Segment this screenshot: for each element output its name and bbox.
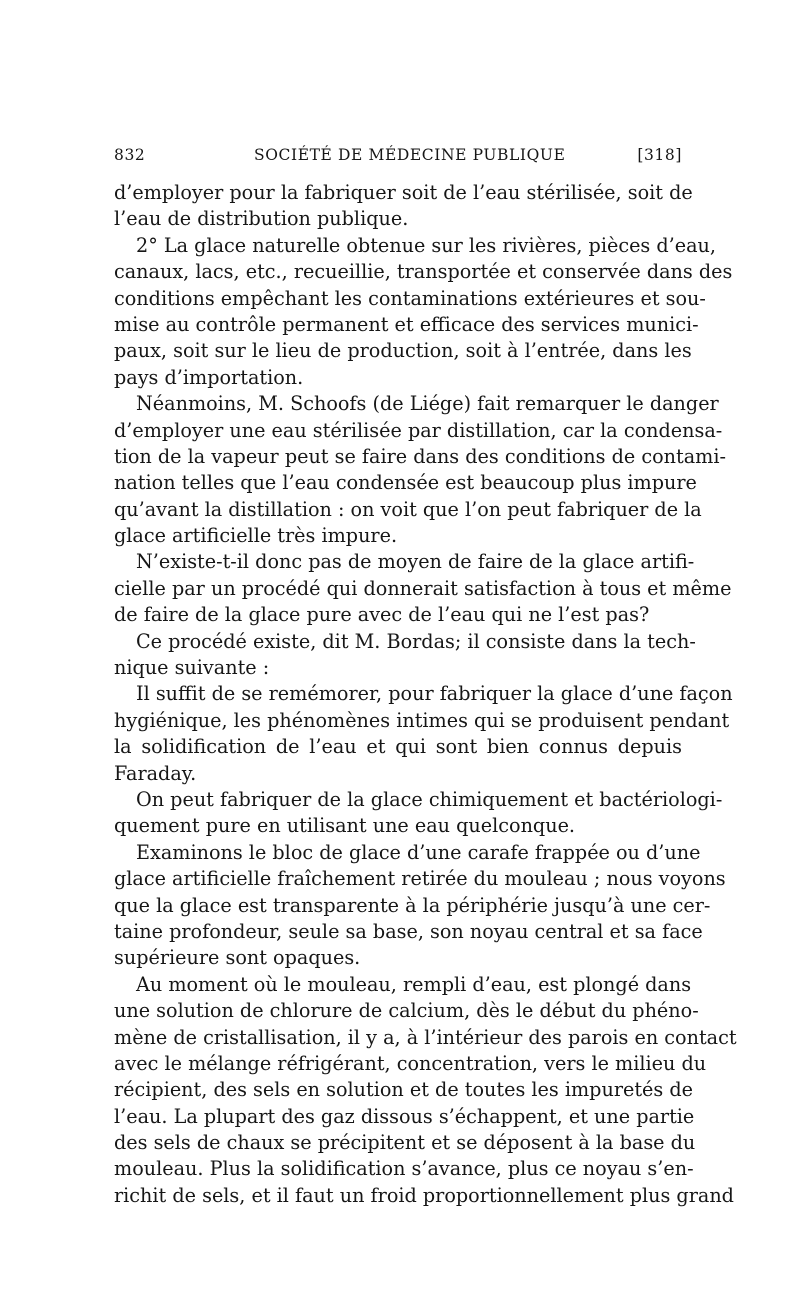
text-line: mise au contrôle permanent et efficace des services munici- — [114, 312, 699, 336]
text-line: Examinons le bloc de glace d’une carafe frappée ou d’une — [136, 840, 701, 864]
text-line: l’eau. La plupart des gaz dissous s’échappent, et une partie — [114, 1104, 695, 1128]
text-line: glace artificielle fraîchement retirée du mouleau ; nous voyons — [114, 867, 726, 891]
text-line: glace artificielle très impure. — [114, 524, 398, 548]
text-line: paux, soit sur le lieu de production, soit à l’entrée, dans les — [114, 339, 692, 363]
text-line: N’existe-t-il donc pas de moyen de faire de la glace artifi- — [136, 550, 695, 574]
text-line: Au moment où le mouleau, rempli d’eau, est plongé dans — [136, 972, 692, 996]
text-line: que la glace est transparente à la périphérie jusqu’à une cer- — [114, 893, 711, 917]
text-line: récipient, des sels en solution et de toutes les impuretés de — [114, 1078, 693, 1102]
text-line: nique suivante : — [114, 656, 270, 680]
text-line: avec le mélange réfrigérant, concentration, vers le milieu du — [114, 1051, 707, 1075]
text-line: qu’avant la distillation : on voit que l’on peut fabriquer de la — [114, 497, 702, 521]
text-line: hygiénique, les phénomènes intimes qui se produisent pendant — [114, 708, 730, 732]
text-line: conditions empêchant les contaminations extérieures et sou- — [114, 286, 706, 310]
text-line: Il suffit de se remémorer, pour fabriquer la glace d’une façon — [136, 682, 733, 706]
text-line: 2° La glace naturelle obtenue sur les rivières, pièces d’eau, — [136, 233, 717, 257]
running-header — [114, 146, 682, 170]
text-line: l’eau de distribution publique. — [114, 207, 409, 231]
text-line: Faraday. — [114, 761, 197, 785]
text-line: des sels de chaux se précipitent et se déposent à la base du — [114, 1131, 696, 1155]
text-line: pays d’importation. — [114, 365, 304, 389]
text-line: Ce procédé existe, dit M. Bordas; il consiste dans la tech- — [136, 629, 696, 653]
text-line: On peut fabriquer de la glace chimiquement et bactériologi- — [136, 787, 723, 811]
text-line: canaux, lacs, etc., recueillie, transportée et conservée dans des — [114, 260, 733, 284]
text-line: une solution de chlorure de calcium, dès le début du phéno- — [114, 999, 699, 1023]
text-line: quement pure en utilisant une eau quelconque. — [114, 814, 576, 838]
text-line: la solidification de l’eau et qui sont bien connus depuis — [114, 735, 682, 759]
body-text — [114, 180, 737, 1209]
text-line: cielle par un procédé qui donnerait satisfaction à tous et même — [114, 576, 732, 600]
text-line: mène de cristallisation, il y a, à l’intérieur des parois en contact — [114, 1025, 737, 1049]
text-line: richit de sels, et il faut un froid proportionnellement plus grand — [114, 1183, 734, 1207]
text-line: tion de la vapeur peut se faire dans des conditions de contami- — [114, 444, 726, 468]
section-reference: [318] — [637, 146, 682, 164]
text-line: mouleau. Plus la solidification s’avance, plus ce noyau s’en- — [114, 1157, 694, 1181]
text-line: de faire de la glace pure avec de l’eau qui ne l’est pas? — [114, 603, 650, 627]
page-number: 832 — [114, 146, 146, 164]
text-line: nation telles que l’eau condensée est beaucoup plus impure — [114, 471, 697, 495]
running-title: SOCIÉTÉ DE MÉDECINE PUBLIQUE — [254, 146, 566, 164]
text-line: d’employer pour la fabriquer soit de l’eau stérilisée, soit de — [114, 181, 693, 204]
text-line: Néanmoins, M. Schoofs (de Liége) fait remarquer le danger — [136, 392, 719, 416]
text-line: d’employer une eau stérilisée par distillation, car la condensa- — [114, 418, 723, 442]
text-line: taine profondeur, seule sa base, son noyau central et sa face — [114, 919, 703, 943]
text-line: supérieure sont opaques. — [114, 946, 361, 970]
